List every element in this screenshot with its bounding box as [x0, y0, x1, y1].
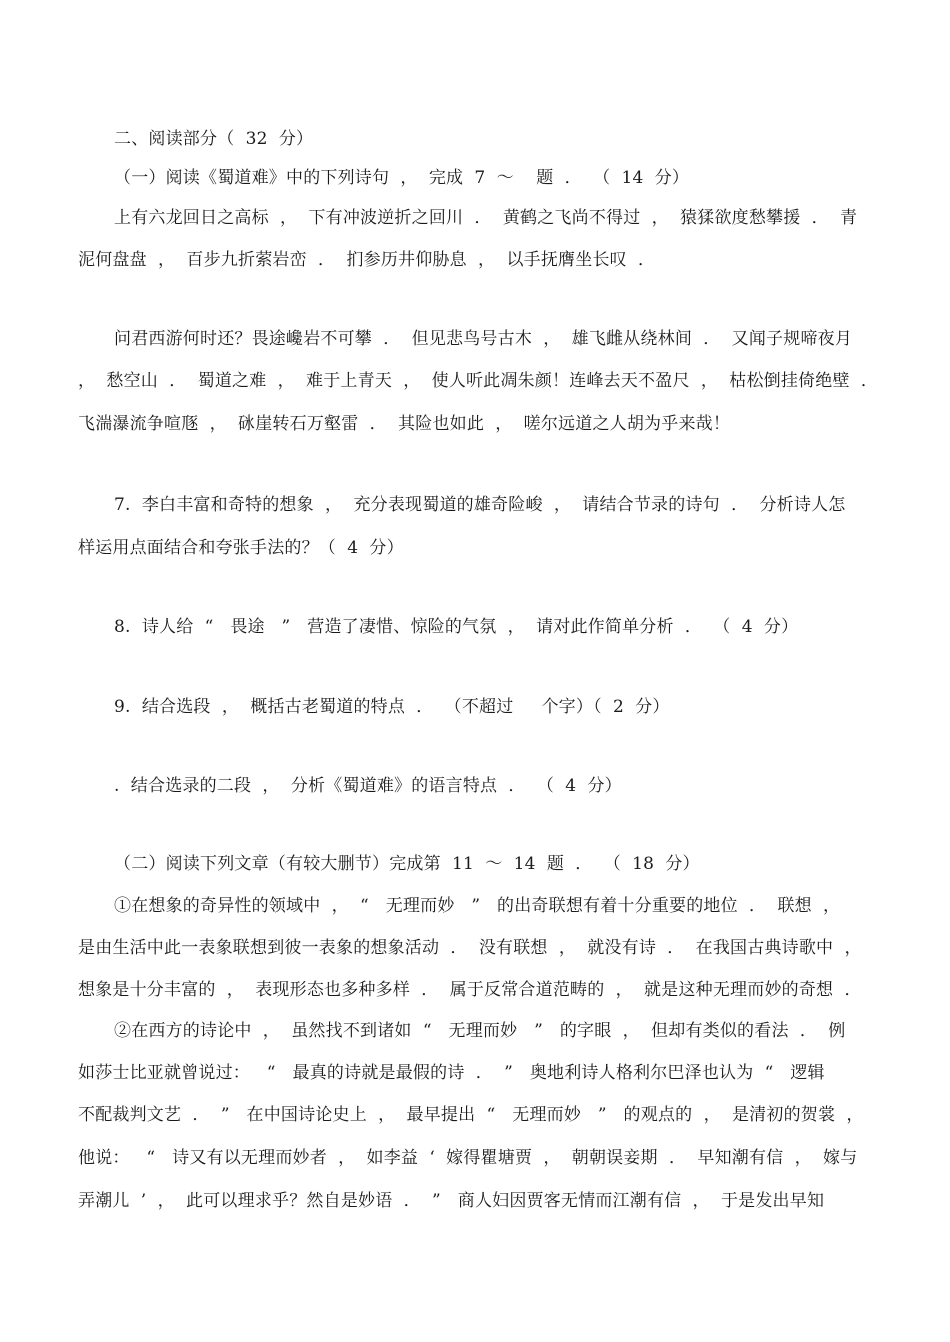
question-9: 9. 结合选段 ， 概括古老蜀道的特点 ． （不超过 个字）（ 2 分）: [114, 697, 670, 717]
article-line: 不配裁判文艺 ． ” 在中国诗论史上 ， 最早提出 “ 无理而妙 ” 的观点的 ， 是清初的贺裳 ，: [78, 1105, 864, 1125]
question-7: 7. 李白丰富和奇特的想象 ， 充分表现蜀道的雄奇险峻 ， 请结合节录的诗句 ． 分析诗人怎: [114, 495, 846, 515]
section-heading: 二、阅读部分（ 32 分）: [114, 129, 314, 149]
question-10: . 结合选录的二段 ， 分析《蜀道难》的语言特点 ． （ 4 分）: [114, 776, 622, 796]
article-line: ②在西方的诗论中 ， 虽然找不到诸如 “ 无理而妙 ” 的字眼 ， 但却有类似的看法 ． 例: [114, 1021, 846, 1041]
part1-heading: （一）阅读《蜀道难》中的下列诗句 ， 完成 7 ～ 题 ． （ 14 分）: [114, 168, 690, 188]
poem-line: 飞湍瀑流争喧豗 ， 砯崖转石万壑雷 ． 其险也如此 ， 嗟尔远道之人胡为乎来哉！: [78, 414, 731, 434]
article-line: ①在想象的奇异性的领域中 ， “ 无理而妙 ” 的出奇联想有着十分重要的地位 ． 联想 ，: [114, 896, 841, 916]
article-line: 如莎士比亚就曾说过： “ 最真的诗就是最假的诗 ． ” 奥地利诗人格利尔巴泽也认为 “ 逻辑: [78, 1063, 825, 1083]
article-line: 是由生活中此一表象联想到彼一表象的想象活动 ． 没有联想 ， 就没有诗 ． 在我国古典诗歌中 ，: [78, 938, 862, 958]
article-line: 想象是十分丰富的 ， 表现形态也多种多样 ． 属于反常合道范畴的 ， 就是这种无理而妙的奇想 ．: [78, 980, 862, 1000]
article-line: 弄潮儿 ’ ， 此可以理求乎？然自是妙语 ． ” 商人妇因贾客无情而江潮有信 ， 于是发出早知: [78, 1191, 825, 1211]
poem-line: 泥何盘盘 ， 百步九折萦岩峦 ． 扪参历井仰胁息 ， 以手抚膺坐长叹 ．: [78, 250, 656, 270]
poem-line: 上有六龙回日之高标 ， 下有冲波逆折之回川 ． 黄鹤之飞尚不得过 ， 猿猱欲度愁攀援 ． 青: [114, 208, 858, 228]
poem-line: 问君西游何时还？畏途巉岩不可攀 ． 但见悲鸟号古木 ， 雄飞雌从绕林间 ． 又闻子规啼夜月: [114, 329, 853, 349]
question-8: 8. 诗人给 “ 畏途 ” 营造了凄惜、惊险的气氛 ， 请对此作简单分析 ． （ 4 分）: [114, 617, 799, 637]
part2-heading: （二）阅读下列文章（有较大删节）完成第 11 ～ 14 题 ． （ 18 分）: [114, 854, 700, 874]
article-line: 他说： “ 诗又有以无理而妙者 ， 如李益 ‘ 嫁得瞿塘贾 ， 朝朝误妾期 ． 早知潮有信 ， 嫁与: [78, 1148, 858, 1168]
poem-line: ， 愁空山 ． 蜀道之难 ， 难于上青天 ， 使人听此凋朱颜！连峰去天不盈尺 ， 枯松倒挂倚绝壁 ．: [78, 371, 879, 391]
question-7-cont: 样运用点面结合和夸张手法的？（ 4 分）: [78, 538, 404, 558]
